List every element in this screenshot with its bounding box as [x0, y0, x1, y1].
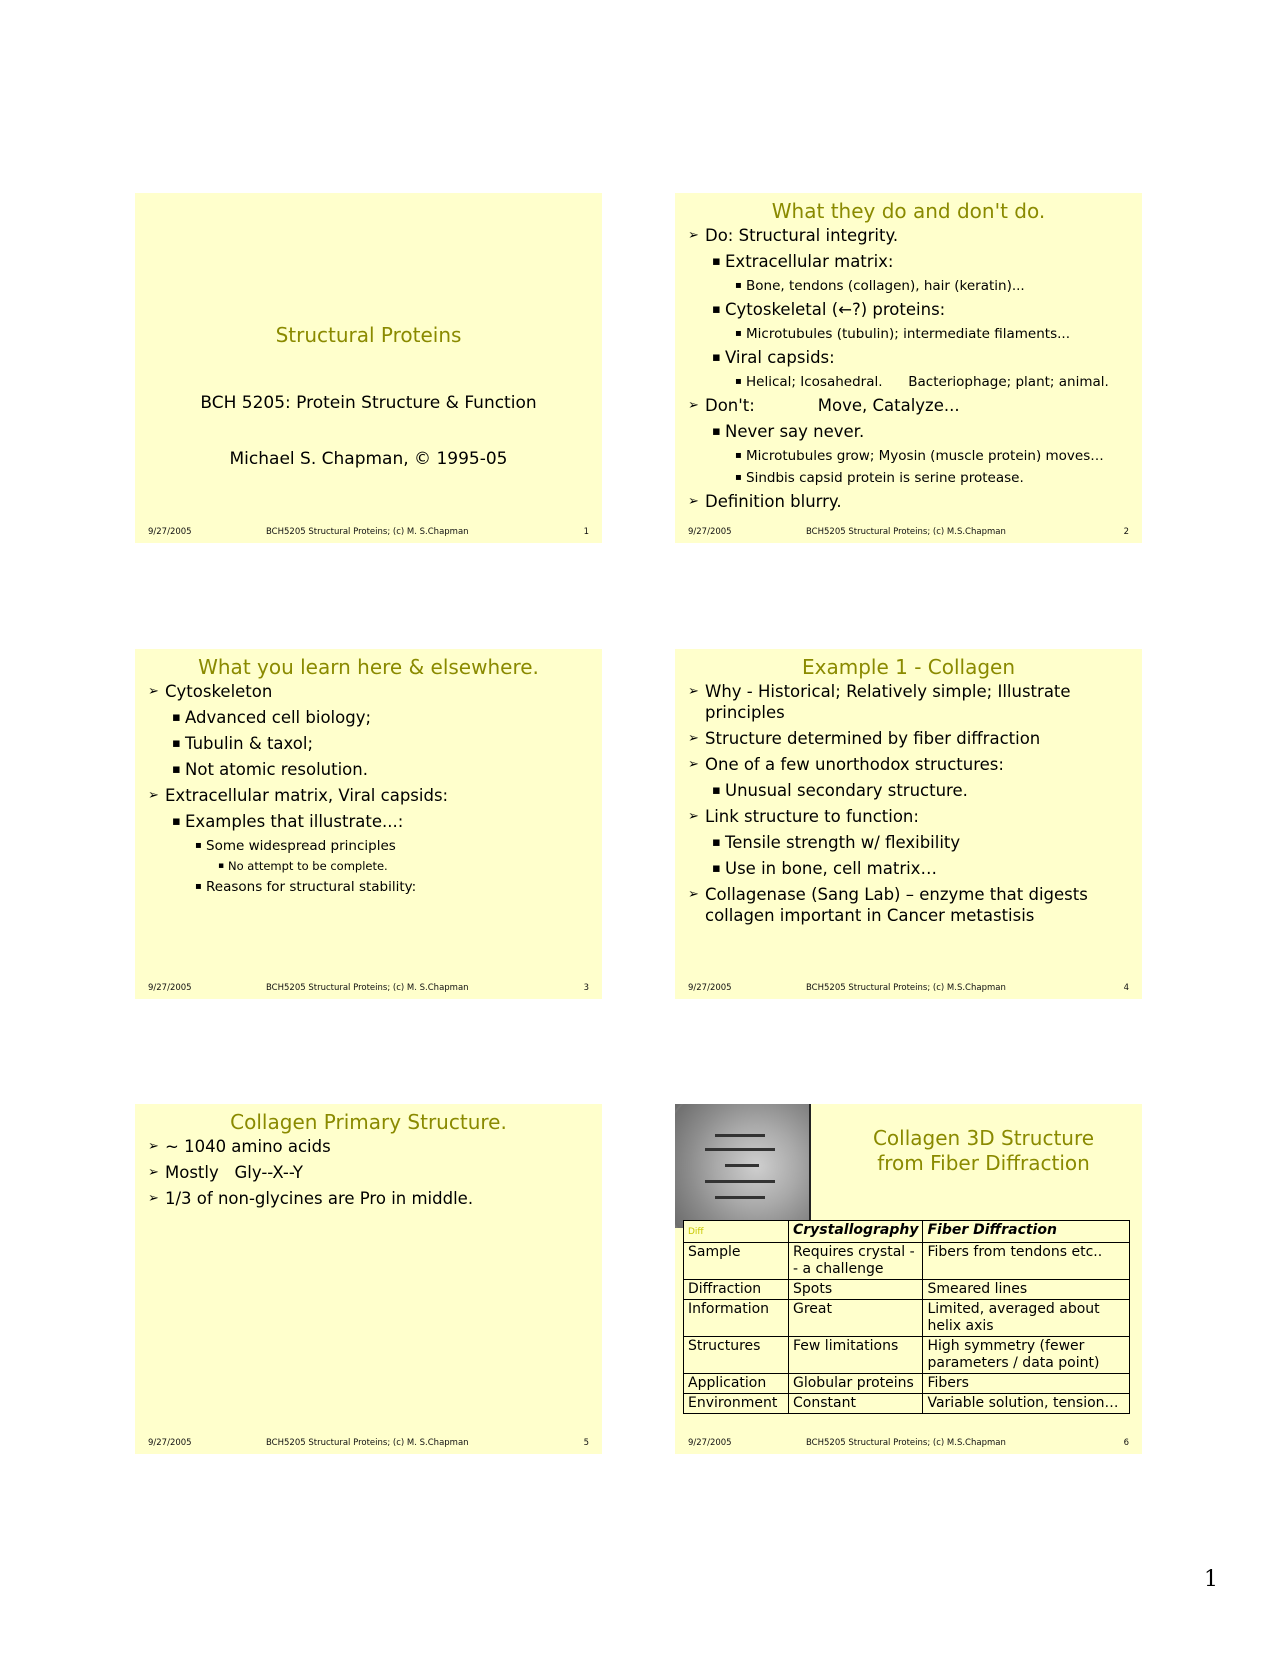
footer-date: 9/27/2005: [148, 1438, 192, 1448]
layer-line: [715, 1196, 765, 1199]
page-number: 1: [1204, 1567, 1218, 1592]
list-item: ➢ Do: Structural integrity.: [675, 223, 1142, 249]
list-item: ▪ Reasons for structural stability:: [135, 876, 602, 898]
list-item: ➢ ~ 1040 amino acids: [135, 1134, 602, 1160]
layer-line: [725, 1164, 759, 1167]
list-item: ▪ Bone, tendons (collagen), hair (keratin)...: [675, 275, 1142, 297]
table-cell: Smeared lines: [923, 1280, 1130, 1300]
fiber-diffraction-image: [675, 1104, 811, 1228]
slide-footer: [135, 983, 602, 995]
footer-credit: BCH5205 Structural Proteins; (c) M. S.Chapman: [266, 1438, 469, 1448]
layer-line: [705, 1180, 775, 1183]
slide-number: 3: [583, 983, 589, 993]
table-cell: Information: [684, 1300, 789, 1337]
bullet-list: [675, 679, 1142, 929]
comparison-table: [683, 1220, 1130, 1414]
table-cell: Environment: [684, 1394, 789, 1414]
table-row: [684, 1337, 1130, 1374]
table-row: [684, 1243, 1130, 1280]
slide-title: Example 1 - Collagen: [801, 655, 1016, 679]
table-cell: Requires crystal -- a challenge: [789, 1243, 923, 1280]
list-item: ➢ Don't: Move, Catalyze...: [675, 393, 1142, 419]
slide-2: [675, 193, 1142, 543]
list-item: ➢ Cytoskeleton: [135, 679, 602, 705]
slide-footer: [675, 527, 1142, 539]
title-line-2: from Fiber Diffraction: [877, 1151, 1090, 1175]
list-item: ▪ Microtubules grow; Myosin (muscle protein) moves…: [675, 445, 1142, 467]
table-cell: Great: [789, 1300, 923, 1337]
table-cell: High symmetry (fewer parameters / data point): [923, 1337, 1130, 1374]
list-item: ➢ One of a few unorthodox structures:: [675, 752, 1142, 778]
list-item: ➢ Link structure to function:: [675, 804, 1142, 830]
slide-number: 5: [583, 1438, 589, 1448]
image-edge: [809, 1104, 811, 1228]
table-cell: Variable solution, tension…: [923, 1394, 1130, 1414]
list-item: ▪ Some widespread principles: [135, 835, 602, 857]
slide-footer: [675, 983, 1142, 995]
list-item: ▪ Unusual secondary structure.: [675, 778, 1142, 804]
table-row: [684, 1280, 1130, 1300]
list-item: ▪ Extracellular matrix:: [675, 249, 1142, 275]
bullet-list: [135, 1134, 602, 1212]
layer-line: [715, 1134, 765, 1137]
list-item: ▪ Microtubules (tubulin); intermediate filaments...: [675, 323, 1142, 345]
table-cell: Fibers from tendons etc..: [923, 1243, 1130, 1280]
table-cell: Structures: [684, 1337, 789, 1374]
list-item: ▪ Use in bone, cell matrix…: [675, 856, 1142, 882]
bullet-list: [135, 679, 602, 898]
table-cell: Limited, averaged about helix axis: [923, 1300, 1130, 1337]
table-cell: Sample: [684, 1243, 789, 1280]
slide-number: 2: [1123, 527, 1129, 537]
table-cell: Globular proteins: [789, 1374, 923, 1394]
table-cell: Few limitations: [789, 1337, 923, 1374]
slide-number: 4: [1123, 983, 1129, 993]
table-row: [684, 1374, 1130, 1394]
course-name: BCH 5205: Protein Structure & Function: [200, 393, 537, 413]
table-cell: Spots: [789, 1280, 923, 1300]
table-cell: Diffraction: [684, 1280, 789, 1300]
footer-credit: BCH5205 Structural Proteins; (c) M. S.Chapman: [266, 983, 469, 993]
title-line-1: Collagen 3D Structure: [872, 1126, 1095, 1150]
list-item: ▪ No attempt to be complete.: [135, 857, 602, 876]
list-item: ▪ Tensile strength w/ flexibility: [675, 830, 1142, 856]
footer-date: 9/27/2005: [688, 1438, 732, 1448]
footer-credit: BCH5205 Structural Proteins; (c) M.S.Chapman: [806, 983, 1006, 993]
slide-footer: [135, 1438, 602, 1450]
list-item: ➢ Extracellular matrix, Viral capsids:: [135, 783, 602, 809]
slide-1: [135, 193, 602, 543]
table-header: Fiber Diffraction: [923, 1221, 1130, 1243]
list-item: ➢ 1/3 of non-glycines are Pro in middle.: [135, 1186, 602, 1212]
list-item: ▪ Viral capsids:: [675, 345, 1142, 371]
slide-6: [675, 1104, 1142, 1454]
slide-footer: [675, 1438, 1142, 1450]
footer-credit: BCH5205 Structural Proteins; (c) M.S.Chapman: [806, 527, 1006, 537]
slide-3: [135, 649, 602, 999]
list-item: ▪ Not atomic resolution.: [135, 757, 602, 783]
footer-date: 9/27/2005: [688, 527, 732, 537]
list-item: ▪ Helical; Icosahedral. Bacteriophage; plant; animal.: [675, 371, 1142, 393]
slide-number: 1: [583, 527, 589, 537]
table-row: [684, 1394, 1130, 1414]
slide-footer: [135, 527, 602, 539]
list-item: ▪ Never say never.: [675, 419, 1142, 445]
slide-title: What they do and don't do.: [771, 199, 1046, 223]
slide-title: What you learn here & elsewhere.: [198, 655, 539, 679]
list-item: ➢ Collagenase (Sang Lab) – enzyme that digests collagen important in Cancer metastisis: [675, 882, 1142, 929]
slide-4: [675, 649, 1142, 999]
bullet-list: [675, 223, 1142, 515]
list-item: ▪ Examples that illustrate...:: [135, 809, 602, 835]
footer-credit: BCH5205 Structural Proteins; (c) M.S.Chapman: [806, 1438, 1006, 1448]
list-item: ▪ Advanced cell biology;: [135, 705, 602, 731]
list-item: ➢ Mostly Gly--X--Y: [135, 1160, 602, 1186]
list-item: ➢ Definition blurry.: [675, 489, 1142, 515]
table-cell: Constant: [789, 1394, 923, 1414]
footer-date: 9/27/2005: [148, 527, 192, 537]
image-label: Diff: [688, 1227, 704, 1237]
footer-date: 9/27/2005: [688, 983, 732, 993]
author-line: Michael S. Chapman, © 1995-05: [229, 449, 508, 469]
footer-date: 9/27/2005: [148, 983, 192, 993]
footer-credit: BCH5205 Structural Proteins; (c) M. S.Chapman: [266, 527, 469, 537]
table-header-empty: [684, 1221, 789, 1243]
table-row: [684, 1300, 1130, 1337]
slide-5: [135, 1104, 602, 1454]
list-item: ➢ Structure determined by fiber diffraction: [675, 726, 1142, 752]
slide-title: Structural Proteins: [275, 323, 462, 347]
layer-line: [705, 1148, 775, 1151]
table-header: Crystallography: [789, 1221, 923, 1243]
slide-number: 6: [1123, 1438, 1129, 1448]
list-item: ▪ Cytoskeletal (←?) proteins:: [675, 297, 1142, 323]
list-item: ▪ Sindbis capsid protein is serine protease.: [675, 467, 1142, 489]
slide-title: Collagen Primary Structure.: [230, 1110, 507, 1134]
table-cell: Fibers: [923, 1374, 1130, 1394]
list-item: ▪ Tubulin & taxol;: [135, 731, 602, 757]
table-header-row: [684, 1221, 1130, 1243]
table-cell: Application: [684, 1374, 789, 1394]
list-item: ➢ Why - Historical; Relatively simple; Illustrate principles: [675, 679, 1142, 726]
slide-title: [825, 1126, 1142, 1176]
